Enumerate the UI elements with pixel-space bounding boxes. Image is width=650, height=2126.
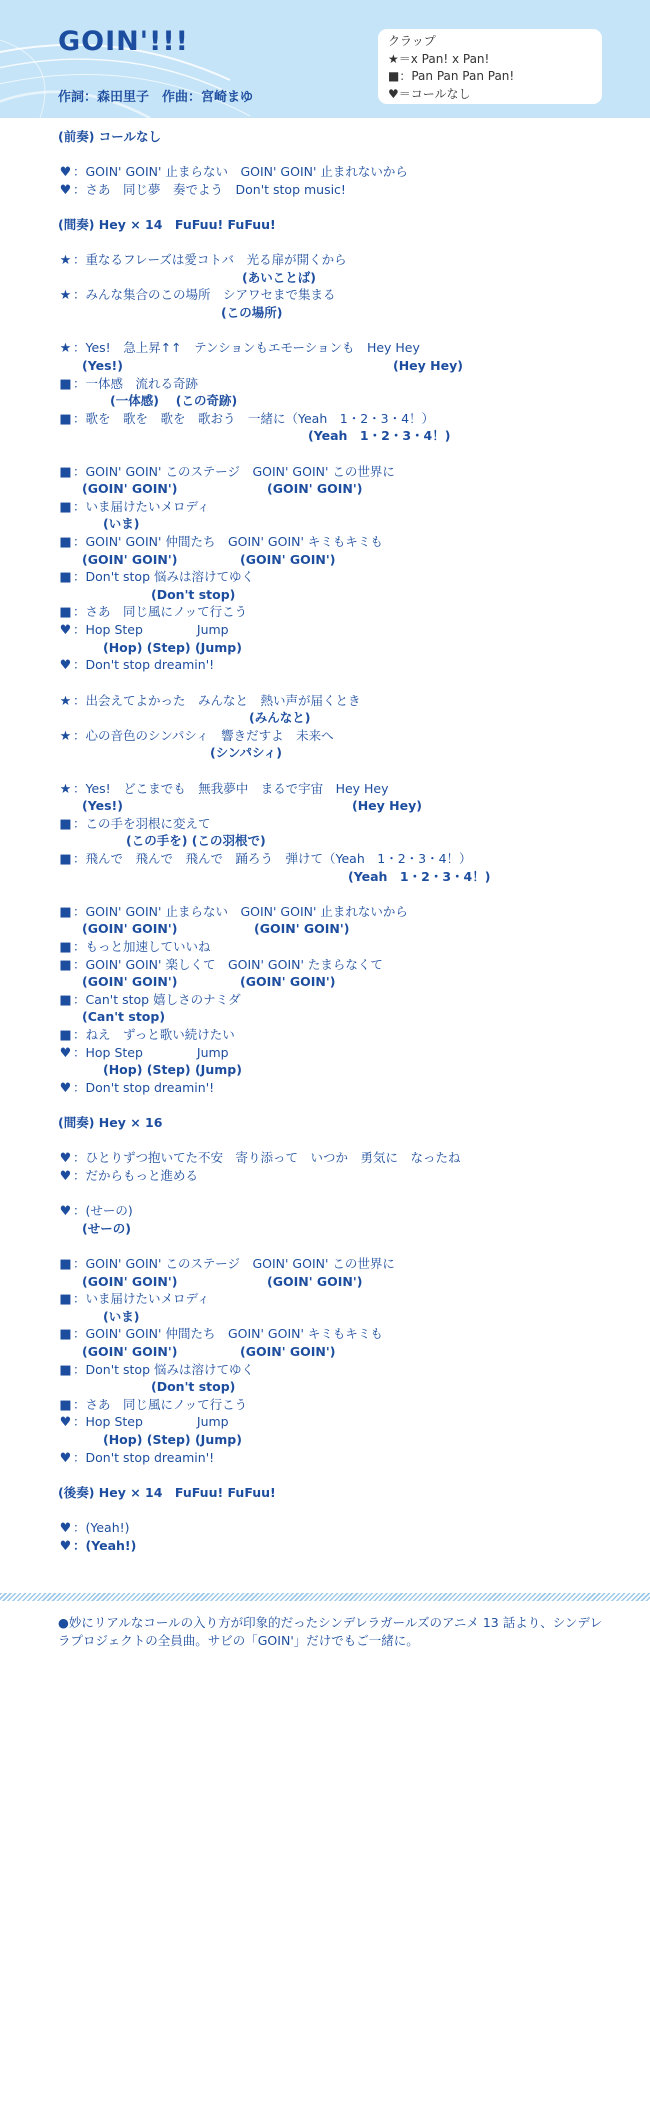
heart-icon: ♥ bbox=[59, 1450, 72, 1466]
lyric-text: ：だからもっと進める bbox=[73, 1167, 199, 1183]
lyric-line bbox=[58, 1502, 490, 1520]
lyric-line bbox=[58, 903, 490, 921]
lyric-text: ：出会えてよかった みんなと 熱い声が届くとき bbox=[73, 692, 361, 708]
lyric-text: ：いま届けたいメロディ bbox=[73, 498, 210, 514]
lyric-line bbox=[58, 832, 490, 850]
legend-item-square: ■：Pan Pan Pan Pan! bbox=[388, 69, 515, 83]
call-text: (Don't stop) bbox=[151, 1379, 236, 1395]
call-text: (GOIN' GOIN') bbox=[82, 974, 178, 990]
square-icon: ■ bbox=[59, 1327, 72, 1343]
call-text: (間奏) Hey × 14 FuFuu! FuFuu! bbox=[58, 217, 276, 233]
lyric-line bbox=[58, 1255, 490, 1273]
lyric-line bbox=[58, 656, 490, 674]
lyric-line bbox=[58, 568, 490, 586]
heart-icon: ♥ bbox=[59, 182, 72, 198]
lyric-text: ：飛んで 飛んで 飛んで 踊ろう 弾けて（Yeah 1・2・3・4！） bbox=[73, 850, 472, 866]
lyric-line bbox=[58, 498, 490, 516]
heart-icon: ♥ bbox=[59, 1168, 72, 1184]
lyric-line bbox=[58, 163, 490, 181]
call-text: (Hey Hey) bbox=[352, 798, 422, 814]
call-text: (この場所) bbox=[221, 305, 283, 321]
lyric-line bbox=[58, 938, 490, 956]
lyric-line bbox=[58, 445, 490, 463]
call-text: (あいことば) bbox=[242, 269, 316, 285]
call-text: (この手を) (この羽根で) bbox=[126, 833, 266, 849]
heart-icon: ♥ bbox=[59, 1080, 72, 1096]
heart-icon: ♥ bbox=[59, 1204, 72, 1220]
lyric-line bbox=[58, 515, 490, 533]
lyric-line bbox=[58, 1044, 490, 1062]
call-text: (Hop) (Step) (Jump) bbox=[103, 639, 242, 655]
lyric-line bbox=[58, 797, 490, 815]
square-icon: ■ bbox=[59, 957, 72, 973]
call-text: (GOIN' GOIN') bbox=[82, 921, 178, 937]
lyric-line bbox=[58, 375, 490, 393]
call-text: (GOIN' GOIN') bbox=[267, 481, 363, 497]
call-text: (GOIN' GOIN') bbox=[82, 481, 178, 497]
lyric-text: ：Don't stop 悩みは溶けてゆく bbox=[73, 569, 254, 585]
heart-icon: ♥ bbox=[59, 658, 72, 674]
lyric-line bbox=[58, 181, 490, 199]
square-icon: ■ bbox=[59, 992, 72, 1008]
lyric-line bbox=[58, 1413, 490, 1431]
call-text: (GOIN' GOIN') bbox=[240, 551, 336, 567]
lyric-line bbox=[58, 1149, 490, 1167]
lyric-text: ：さあ 同じ夢 奏でよう Don't stop music! bbox=[73, 181, 346, 197]
lyric-line bbox=[58, 1220, 490, 1238]
lyric-line bbox=[58, 727, 490, 745]
call-text: (せーの) bbox=[82, 1220, 131, 1236]
lyric-line bbox=[58, 973, 490, 991]
lyric-text: ：この手を羽根に変えて bbox=[73, 815, 211, 831]
call-text: (GOIN' GOIN') bbox=[82, 1273, 178, 1289]
square-icon: ■ bbox=[59, 499, 72, 515]
call-text: (間奏) Hey × 16 bbox=[58, 1115, 163, 1131]
lyric-line bbox=[58, 1343, 490, 1361]
header-banner bbox=[0, 0, 650, 118]
lyric-line bbox=[58, 146, 490, 164]
lyric-text: ：Can't stop 嬉しさのナミダ bbox=[73, 991, 241, 1007]
divider-stripe bbox=[0, 1593, 650, 1601]
square-icon: ■ bbox=[59, 816, 72, 832]
call-text: (Can't stop) bbox=[82, 1009, 166, 1025]
legend-item-star: ★＝x Pan! x Pan! bbox=[388, 51, 490, 66]
clap-legend bbox=[378, 29, 602, 104]
star-icon: ★ bbox=[59, 693, 72, 709]
heart-icon: ♥ bbox=[59, 1045, 72, 1061]
star-icon: ★ bbox=[59, 288, 72, 304]
call-text: (Yeah 1・2・3・4！) bbox=[348, 868, 491, 884]
lyric-line bbox=[58, 533, 490, 551]
lyric-line bbox=[58, 586, 490, 604]
lyric-text: ：一体感 流れる奇跡 bbox=[73, 375, 199, 391]
lyric-line bbox=[58, 815, 490, 833]
song-title: GOIN'!!! bbox=[58, 26, 189, 57]
heart-icon: ♥ bbox=[59, 1415, 72, 1431]
lyric-text: ：Yes! どこまでも 無我夢中 まるで宇宙 Hey Hey bbox=[73, 780, 389, 796]
legend-item-heart: ♥＝コールなし bbox=[388, 86, 471, 101]
lyric-line bbox=[58, 1273, 490, 1291]
call-text: (GOIN' GOIN') bbox=[240, 974, 336, 990]
lyric-line bbox=[58, 920, 490, 938]
lyric-text: ：もっと加速していいね bbox=[73, 939, 211, 955]
lyric-text: ：Don't stop dreamin'! bbox=[73, 657, 215, 673]
lyric-line bbox=[58, 234, 490, 252]
lyric-text: ：GOIN' GOIN' 止まらない GOIN' GOIN' 止まれないから bbox=[73, 164, 408, 180]
lyric-line bbox=[58, 427, 490, 445]
call-text: (Yeah 1・2・3・4！) bbox=[308, 428, 451, 444]
lyric-line bbox=[58, 1537, 490, 1555]
lyric-line bbox=[58, 1132, 490, 1150]
lyric-line bbox=[58, 1325, 490, 1343]
lyric-line bbox=[58, 709, 490, 727]
lyric-line bbox=[58, 868, 490, 886]
square-icon: ■ bbox=[59, 904, 72, 920]
call-text: (前奏) コールなし bbox=[58, 129, 162, 144]
call-text: (GOIN' GOIN') bbox=[254, 921, 350, 937]
square-icon: ■ bbox=[59, 376, 72, 392]
lyric-line bbox=[58, 1519, 490, 1537]
lyric-text: ：さあ 同じ風にノッて行こう bbox=[73, 1396, 248, 1412]
footer-note: ●妙にリアルなコールの入り方が印象的だったシンデレラガールズのアニメ 13 話より、シンデレラプロジェクトの全員曲。サビの「GOIN'」だけでもご一緒に。 bbox=[58, 1615, 603, 1648]
lyric-text: ：GOIN' GOIN' 仲間たち GOIN' GOIN' キミもキミも bbox=[73, 534, 383, 550]
lyric-line bbox=[58, 251, 490, 269]
square-icon: ■ bbox=[59, 1362, 72, 1378]
lyric-text: ：Hop Step Jump bbox=[73, 622, 229, 638]
lyric-line bbox=[58, 639, 490, 657]
lyric-line bbox=[58, 1396, 490, 1414]
lyric-text: ：重なるフレーズは愛コトバ 光る扉が開くから bbox=[73, 252, 347, 268]
lyric-text: ：(せーの) bbox=[73, 1203, 133, 1219]
square-icon: ■ bbox=[59, 570, 72, 586]
lyric-line bbox=[58, 480, 490, 498]
lyric-text: ：さあ 同じ風にノッて行こう bbox=[73, 604, 248, 620]
lyric-line bbox=[58, 1449, 490, 1467]
legend-title: クラップ bbox=[388, 34, 436, 48]
lyric-text: ：Hop Step Jump bbox=[73, 1414, 229, 1430]
lyric-line bbox=[58, 551, 490, 569]
lyric-text: ：心の音色のシンパシィ 響きだすよ 未来へ bbox=[73, 727, 334, 743]
call-text: (GOIN' GOIN') bbox=[82, 551, 178, 567]
lyric-line bbox=[58, 850, 490, 868]
lyric-line bbox=[58, 198, 490, 216]
lyric-line bbox=[58, 991, 490, 1009]
lyric-line bbox=[58, 744, 490, 762]
lyric-text: ：Don't stop dreamin'! bbox=[73, 1449, 215, 1465]
call-text: (Hop) (Step) (Jump) bbox=[103, 1062, 242, 1078]
lyric-line bbox=[58, 1008, 490, 1026]
square-icon: ■ bbox=[59, 1028, 72, 1044]
lyric-text: ：GOIN' GOIN' 楽しくて GOIN' GOIN' たまらなくて bbox=[73, 956, 383, 972]
call-text: (いま) bbox=[103, 1308, 140, 1324]
lyric-text: ：ひとりずつ抱いてた不安 寄り添って いつか 勇気に なったね bbox=[73, 1150, 461, 1166]
call-text: (みんなと) bbox=[249, 710, 311, 726]
square-icon: ■ bbox=[59, 1397, 72, 1413]
square-icon: ■ bbox=[388, 69, 400, 83]
star-icon: ★ bbox=[388, 51, 399, 66]
lyric-text: ：Yes! 急上昇↑↑ テンションもエモーションも Hey Hey bbox=[73, 340, 420, 356]
lyric-text: ：いま届けたいメロディ bbox=[73, 1291, 210, 1307]
heart-icon: ♥ bbox=[59, 623, 72, 639]
star-icon: ★ bbox=[59, 728, 72, 744]
lyric-text: ：みんな集合のこの場所 シアワセまで集まる bbox=[73, 287, 336, 303]
lyric-line bbox=[58, 322, 490, 340]
lyric-text: ：GOIN' GOIN' 仲間たち GOIN' GOIN' キミもキミも bbox=[73, 1326, 383, 1342]
star-icon: ★ bbox=[59, 781, 72, 797]
call-text: (Hop) (Step) (Jump) bbox=[103, 1432, 242, 1448]
lyric-text: ：Don't stop 悩みは溶けてゆく bbox=[73, 1361, 254, 1377]
lyric-line bbox=[58, 1466, 490, 1484]
lyric-line bbox=[58, 1431, 490, 1449]
lyric-line bbox=[58, 1308, 490, 1326]
lyric-line bbox=[58, 392, 490, 410]
call-text: (GOIN' GOIN') bbox=[82, 1344, 178, 1360]
lyric-line bbox=[58, 603, 490, 621]
call-text: (Yes!) bbox=[82, 798, 123, 814]
lyric-line bbox=[58, 674, 490, 692]
lyric-line bbox=[58, 780, 490, 798]
call-text: (一体感) (この奇跡) bbox=[110, 393, 238, 409]
lyric-text: ：GOIN' GOIN' このステージ GOIN' GOIN' この世界に bbox=[73, 463, 395, 479]
square-icon: ■ bbox=[59, 1292, 72, 1308]
lyric-text: ：Hop Step Jump bbox=[73, 1044, 229, 1060]
lyric-line bbox=[58, 956, 490, 974]
square-icon: ■ bbox=[59, 940, 72, 956]
song-credits: 作詞：森田里子 作曲：宮崎まゆ bbox=[58, 90, 254, 105]
lyric-line bbox=[58, 1361, 490, 1379]
lyric-line bbox=[58, 463, 490, 481]
heart-icon: ♥ bbox=[59, 1521, 72, 1537]
lyric-line bbox=[58, 1185, 490, 1203]
square-icon: ■ bbox=[59, 464, 72, 480]
call-text: (Hey Hey) bbox=[393, 357, 463, 373]
lyric-line bbox=[58, 286, 490, 304]
lyric-text: ：歌を 歌を 歌を 歌おう 一緒に（Yeah 1・2・3・4！） bbox=[73, 410, 435, 426]
lyric-line bbox=[58, 1079, 490, 1097]
square-icon: ■ bbox=[59, 535, 72, 551]
heart-icon: ♥ bbox=[59, 1151, 72, 1167]
lyric-line bbox=[58, 357, 490, 375]
call-text: (いま) bbox=[103, 516, 140, 532]
heart-icon: ♥ bbox=[59, 165, 72, 181]
star-icon: ★ bbox=[59, 253, 72, 269]
square-icon: ■ bbox=[59, 605, 72, 621]
lyric-line bbox=[58, 1026, 490, 1044]
lyric-line bbox=[58, 762, 490, 780]
lyric-line bbox=[58, 1378, 490, 1396]
lyric-line bbox=[58, 1290, 490, 1308]
lyric-text: ：Don't stop dreamin'! bbox=[73, 1079, 215, 1095]
call-text: (GOIN' GOIN') bbox=[240, 1344, 336, 1360]
square-icon: ■ bbox=[59, 851, 72, 867]
lyric-line bbox=[58, 304, 490, 322]
lyric-line bbox=[58, 339, 490, 357]
call-text: (Yes!) bbox=[82, 357, 123, 373]
lyric-line bbox=[58, 1167, 490, 1185]
star-icon: ★ bbox=[59, 341, 72, 357]
lyric-line bbox=[58, 621, 490, 639]
call-text: (GOIN' GOIN') bbox=[267, 1273, 363, 1289]
lyric-text: ：GOIN' GOIN' このステージ GOIN' GOIN' この世界に bbox=[73, 1256, 395, 1271]
lyric-line bbox=[58, 1061, 490, 1079]
square-icon: ■ bbox=[59, 1257, 72, 1272]
lyric-text: ：GOIN' GOIN' 止まらない GOIN' GOIN' 止まれないから bbox=[73, 903, 408, 919]
lyrics-list bbox=[58, 128, 490, 1554]
lyric-text: ：(Yeah!) bbox=[73, 1520, 130, 1536]
lyric-line bbox=[58, 216, 490, 234]
call-text: (Don't stop) bbox=[151, 586, 236, 602]
lyric-line bbox=[58, 269, 490, 287]
lyric-line bbox=[58, 885, 490, 903]
call-text: (後奏) Hey × 14 FuFuu! FuFuu! bbox=[58, 1484, 276, 1500]
call-text: ：(Yeah!) bbox=[73, 1537, 137, 1553]
lyric-line bbox=[58, 1202, 490, 1220]
square-icon: ■ bbox=[59, 411, 72, 427]
heart-icon: ♥ bbox=[59, 1538, 72, 1554]
lyric-line bbox=[58, 1114, 490, 1132]
lyric-line bbox=[58, 1237, 490, 1255]
call-text: (シンパシィ) bbox=[210, 745, 282, 761]
lyric-line bbox=[58, 1484, 490, 1502]
lyric-line bbox=[58, 1097, 490, 1115]
lyric-line bbox=[58, 128, 490, 146]
lyric-line bbox=[58, 692, 490, 710]
heart-icon: ♥ bbox=[388, 86, 399, 101]
lyric-line bbox=[58, 410, 490, 428]
lyric-text: ：ねえ ずっと歌い続けたい bbox=[73, 1027, 235, 1043]
